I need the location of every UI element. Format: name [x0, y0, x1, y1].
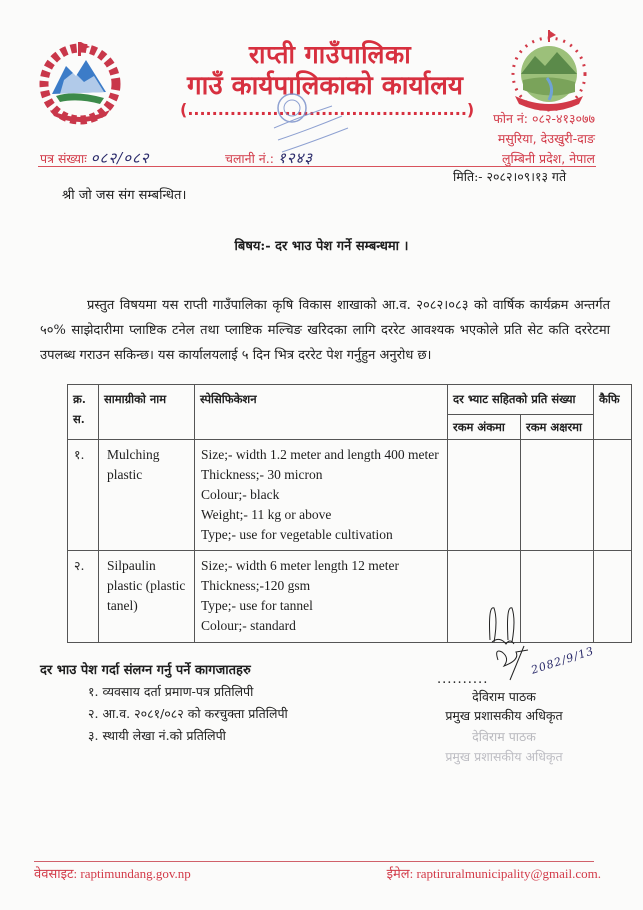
signer-designation: प्रमुख प्रशासकीय अधिकृत	[445, 708, 563, 723]
header-dotted-line: (..............................................)	[180, 100, 475, 119]
office-title-line1: राप्ती गाउँपालिका	[248, 40, 412, 69]
footer-divider	[34, 861, 594, 862]
letter-date: मिति:- २०८२।०९।१३ गते	[453, 169, 567, 184]
footer-website[interactable]: वेवसाइट: raptimundang.gov.np	[34, 866, 191, 881]
row-item-name: Silpaulin plastic (plastic tanel)	[99, 551, 195, 643]
signature-date: 2082/9/13	[529, 644, 596, 677]
signer-name: देविराम पाठक	[472, 689, 536, 704]
row-item-name: Mulching plastic	[99, 440, 195, 551]
required-documents-title: दर भाउ पेश गर्दा संलग्न गर्नु पर्ने कागजातहरु	[40, 663, 251, 678]
letter-number-value: ०८२/०८२	[90, 149, 150, 167]
row-sn: १.	[68, 440, 99, 551]
address-line1: मसुरिया, देउखुरी-दाङ	[497, 131, 595, 146]
spec-line: Weight;- 11 kg or above	[201, 507, 332, 522]
row-sn: २.	[68, 551, 99, 643]
required-document-item: २. आ.व. २०८१/०८२ को करचुक्ता प्रतिलिपी	[88, 706, 288, 721]
stamp-seal-icon	[262, 86, 354, 156]
table-row	[68, 440, 632, 551]
row-specification	[195, 551, 448, 643]
designation-stamp: प्रमुख प्रशासकीय अधिकृत	[445, 749, 563, 764]
spec-line: Type;- use for vegetable cultivation	[201, 527, 393, 542]
addressee: श्री जो जस संग सम्बन्धित।	[62, 188, 187, 203]
row-specification	[195, 440, 448, 551]
signature-line: ..........	[437, 672, 489, 687]
spec-line: Thickness;-120 gsm	[201, 578, 311, 593]
spec-line: Colour;- black	[201, 487, 280, 502]
signature-icon	[480, 600, 580, 690]
row-remarks[interactable]	[594, 440, 632, 551]
municipality-logo-icon	[503, 30, 595, 112]
header-item-name: सामाग्रीको नाम	[99, 385, 195, 440]
dispatch-number-value: १२४३	[277, 149, 314, 167]
footer-email[interactable]: ईमेल: raptiruralmunicipality@gmail.com.	[386, 866, 601, 881]
spec-line: Size;- width 1.2 meter and length 400 meter	[201, 447, 439, 462]
municipality-logo	[503, 30, 595, 112]
letter-number-label: पत्र संख्याः	[40, 151, 87, 166]
subject-line: बिषय:- दर भाउ पेश गर्ने सम्बन्धमा ।	[234, 239, 409, 254]
spec-line: Thickness;- 30 micron	[201, 467, 323, 482]
office-stamp	[262, 86, 354, 156]
letter-number	[40, 148, 150, 168]
header-specification: स्पेसिफिकेशन	[195, 385, 448, 440]
header-amount-words: रकम अक्षरमा	[521, 415, 594, 440]
dispatch-number	[225, 148, 313, 168]
address-line2: लुम्बिनी प्रदेश, नेपाल	[501, 151, 595, 166]
nepal-emblem-logo	[34, 36, 126, 128]
handwritten-signature	[480, 600, 580, 690]
phone-number: फोन नं: ०८२-४१३०७७	[493, 111, 595, 126]
spec-line: Size;- width 6 meter length 12 meter	[201, 558, 399, 573]
emblem-icon	[34, 36, 126, 128]
row-remarks[interactable]	[594, 551, 632, 643]
spec-line: Colour;- standard	[201, 618, 296, 633]
dispatch-number-label: चलानी नं.:	[225, 151, 274, 166]
required-document-item: ३. स्थायी लेखा नं.को प्रतिलिपी	[88, 728, 226, 743]
header-rate-with-vat: दर भ्याट सहितको प्रति संख्या	[448, 385, 594, 415]
header-sn: क्र. स.	[68, 385, 99, 440]
row-amount-words[interactable]	[521, 440, 594, 551]
body-paragraph: प्रस्तुत विषयमा यस राप्ती गाउँपालिका कृषि विकास शाखाको आ.व. २०८२।०८३ को वार्षिक कार्यक्रम अन्तर्गत ५०% साझेदारीमा प्लाष्टिक टनेल तथा प्लाष्टिक मल्चिङ खरिदका लागि दररेट आवश्यक भएकोले प्रति सेट कति दररेटमा उपलब्ध गराउन सकिन्छ। यस कार्यालयलाई ५ दिन भित्र दररेट पेश गर्नुहुन अनुरोध छ।	[40, 298, 610, 363]
header-divider	[38, 166, 596, 167]
required-document-item: १. व्यवसाय दर्ता प्रमाण-पत्र प्रतिलिपी	[88, 684, 254, 699]
row-amount-figures[interactable]	[448, 440, 521, 551]
table-header-row	[68, 385, 632, 415]
office-title-line2: गाउँ कार्यपालिकाको कार्यालय	[187, 71, 463, 101]
header-remarks: कैफि	[594, 385, 632, 440]
name-stamp: देविराम पाठक	[472, 729, 536, 744]
spec-line: Type;- use for tannel	[201, 598, 313, 613]
header-amount-figures: रकम अंकमा	[448, 415, 521, 440]
